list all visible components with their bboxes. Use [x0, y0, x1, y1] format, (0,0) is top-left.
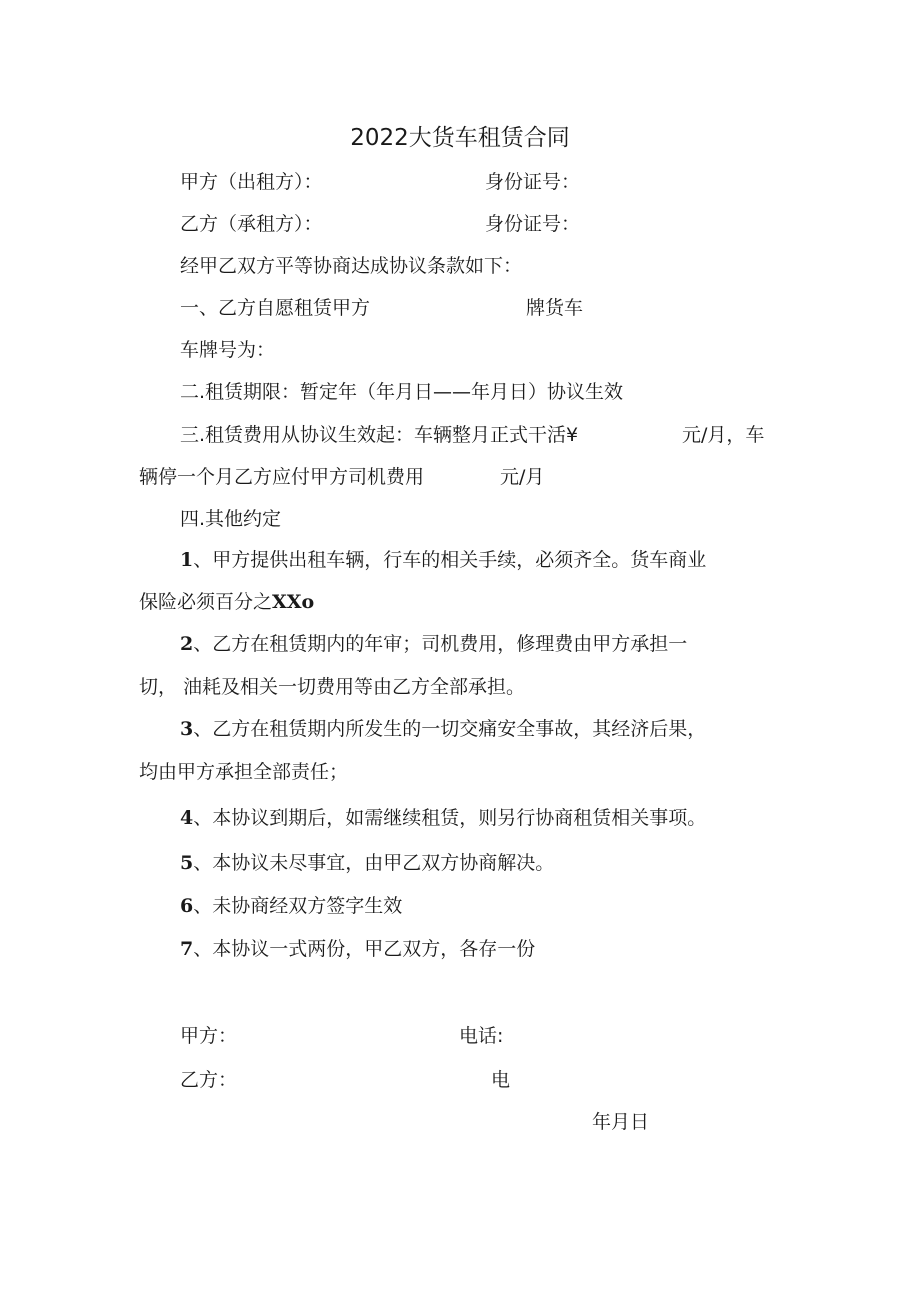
item-number: 3: [180, 718, 194, 740]
item-number: 2: [180, 633, 194, 655]
item-1-line1: [180, 548, 706, 572]
item-text: 、本协议到期后，如需继续租赁，则另行协商租赁相关事项。: [193, 807, 707, 829]
clause-3-fee-line2-unit: 元/月: [500, 466, 545, 488]
item-text: 、乙方在租赁期内所发生的一切交痛安全事故，其经济后果，: [193, 718, 707, 740]
intro-text: 经甲乙双方平等协商达成协议条款如下：: [180, 255, 523, 277]
item-text: 、本协议未尽事宜，由甲乙双方协商解决。: [193, 852, 555, 874]
clause-4-heading: 四.其他约定: [180, 508, 282, 530]
clause-1-text: 一、乙方自愿租赁甲方: [180, 297, 371, 319]
sign-phone-a: 电话:: [459, 1025, 504, 1047]
item-number: 4: [180, 807, 194, 829]
item-2-line2: 切， 油耗及相关一切费用等由乙方全部承担。: [139, 676, 526, 698]
item-2-line1: [180, 632, 687, 656]
item-1-line2: [139, 590, 314, 614]
clause-2-term: 二.租赁期限：暂定年（年月日——年月日）协议生效: [180, 381, 624, 403]
clause-3-fee-line1: 三.租赁费用从协议生效起：车辆整月正式干活¥: [180, 424, 579, 446]
party-a-id-label: 身份证号：: [485, 171, 581, 193]
sign-phone-b: 电: [491, 1069, 511, 1091]
item-number: 5: [180, 852, 194, 874]
party-a-label: 甲方（出租方）：: [180, 171, 323, 193]
item-5: [180, 851, 554, 875]
item-bold-text: XXo: [272, 591, 315, 613]
item-number: 6: [180, 895, 194, 917]
document-title: 2022大货车租赁合同: [350, 125, 570, 151]
sign-date: 年月日: [592, 1111, 650, 1133]
item-3-line1: [180, 717, 706, 741]
sign-party-b: 乙方：: [180, 1069, 238, 1091]
item-text: 、未协商经双方签字生效: [193, 895, 403, 917]
clause-3-fee-line2: 辆停一个月乙方应付甲方司机费用: [139, 466, 425, 488]
item-6: [180, 894, 402, 918]
clause-3-fee-unit: 元/月，车: [682, 424, 765, 446]
party-b-id-label: 身份证号：: [485, 213, 581, 235]
item-3-line2: 均由甲方承担全部责任；: [139, 761, 349, 783]
item-text: 、本协议一式两份，甲乙双方，各存一份: [193, 938, 536, 960]
item-4: [180, 806, 706, 830]
party-b-label: 乙方（承租方）：: [180, 213, 323, 235]
clause-1-truck-brand: 牌货车: [526, 297, 584, 319]
item-7: [180, 937, 535, 961]
item-text: 、甲方提供出租车辆，行车的相关手续，必须齐全。货车商业: [193, 549, 707, 571]
item-number: 1: [180, 549, 194, 571]
plate-number-label: 车牌号为：: [180, 339, 276, 361]
sign-party-a: 甲方：: [180, 1025, 238, 1047]
item-text: 保险必须百分之: [139, 591, 273, 613]
item-text: 、乙方在租赁期内的年审；司机费用，修理费由甲方承担一: [193, 633, 688, 655]
item-number: 7: [180, 938, 194, 960]
